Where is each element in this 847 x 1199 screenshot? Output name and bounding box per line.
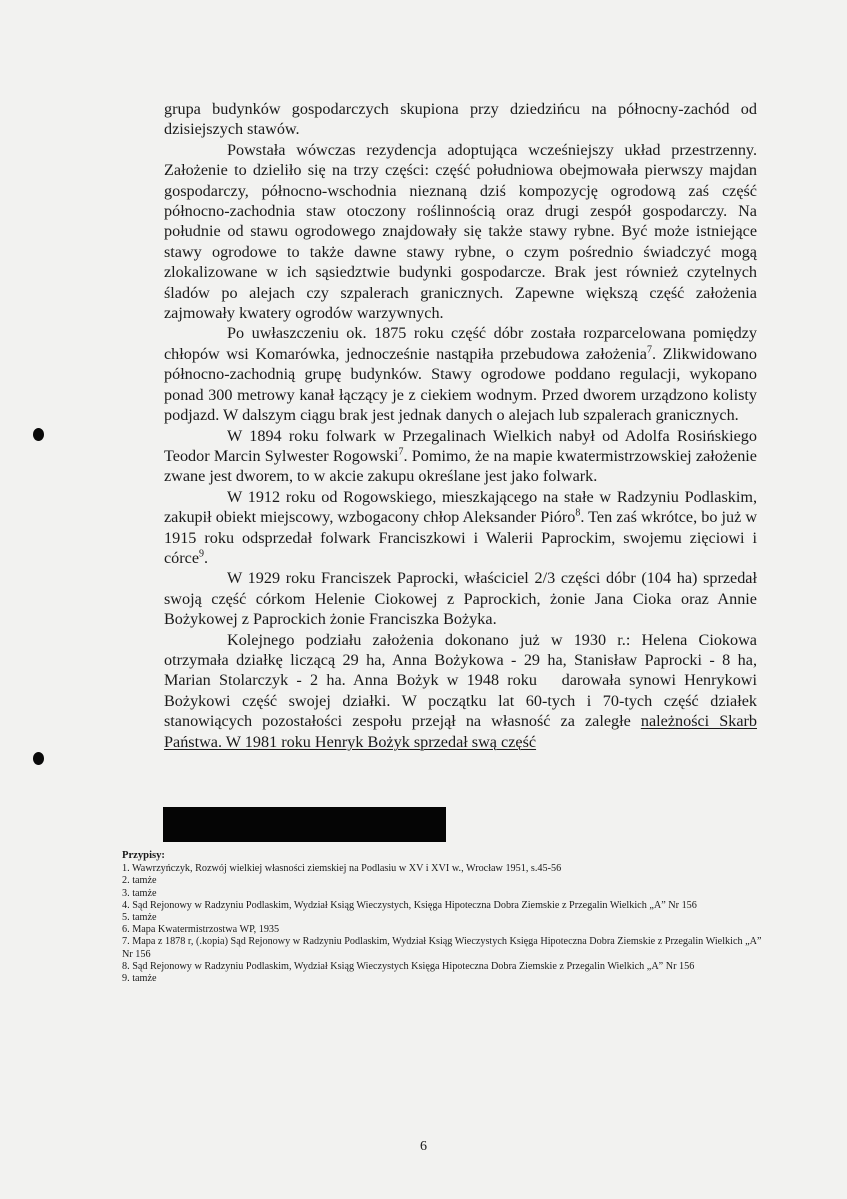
main-body-text [164, 99, 757, 752]
footnote-item: 3. tamże [122, 887, 157, 899]
binder-hole-mark-top [33, 428, 44, 441]
body-paragraph: Po uwłaszczeniu ok. 1875 roku część dóbr została rozparcelowana pomiędzy chłopów wsi Komarówka, jednocześnie nastąpiła przebudowa założenia$^7$. Zlikwidowano północno-zachodnią grupę budynków. Stawy ogrodowe poddano regulacji, wykopano ponad 300 metrowy kanał łączący je z ciekiem wodnym. Przed dworem urządzono kolisty podjazd. W dalszym ciągu brak jest jednak danych o alejach lub szpalerach granicznych. [164, 324, 757, 425]
footnote-item: 4. Sąd Rejonowy w Radzyniu Podlaskim, Wydział Ksiąg Wieczystych, Księga Hipoteczna Dobra Ziemskie z Przegalin Wielkich „A” Nr 156 [122, 899, 697, 911]
redaction-block [163, 807, 446, 842]
footnote-item: 5. tamże [122, 912, 157, 924]
footnotes-section [122, 850, 762, 985]
footnotes-list [122, 863, 762, 985]
footnotes-title: Przypisy: [122, 850, 165, 861]
body-paragraph: W 1912 roku od Rogowskiego, mieszkającego na stałe w Radzyniu Podlaskim, zakupił obiekt miejscowy, wzbogacony chłop Aleksander Pióro$^8$. Ten zaś wkrótce, bo już w 1915 roku odsprzedał folwark Franciszkowi i Walerii Paprockim, swojemu zięciowi i córce$^9$. [164, 487, 758, 567]
footnote-item: 2. tamże [122, 875, 157, 887]
footnote-item: 9. tamże [122, 973, 157, 985]
footnote-item: 8. Sąd Rejonowy w Radzyniu Podlaskim, Wydział Ksiąg Wieczystych Księga Hipoteczna Dobra Ziemskie z Przegalin Wielkich „A” Nr 156 [122, 960, 695, 972]
body-paragraph: W 1929 roku Franciszek Paprocki, właściciel 2/3 części dóbr (104 ha) sprzedał swoją część córkom Helenie Ciokowej z Paprockich, żonie Jana Cioka oraz Annie Bożykowej z Paprockich żonie Franciszka Bożyka. [164, 569, 757, 629]
body-paragraph: Powstała wówczas rezydencja adoptująca wcześniejszy układ przestrzenny. Założenie to dzieliło się na trzy części: część południowa obejmowała pierwszy majdan gospodarczy, północno-wschodnia nieznaną dziś kompozycję ogrodową zaś część północno-zachodnia staw otoczony roślinnością oraz drugi zespół gospodarczy. Na południe od stawu ogrodowego znajdowały się także stawy rybne. Być może istniejące stawy ogrodowe to także dawne stawy rybne, o czym pośrednio świadczyć mogą zlokalizowane w ich sąsiedztwie budynki gospodarcze. Brak jest również czytelnych śladów po alejach czy szpalerach granicznych. Zapewne większą część założenia zajmowały kwatery ogrodów warzywnych. [164, 140, 757, 323]
footnote-item: 7. Mapa z 1878 r, (.kopia) Sąd Rejonowy w Radzyniu Podlaskim, Wydział Ksiąg Wieczystych Księga Hipoteczna Dobra Ziemskie z Przegalin Wielkich „A” Nr 156 [122, 936, 762, 960]
body-paragraph: grupa budynków gospodarczych skupiona przy dziedzińcu na północny-zachód od dzisiejszych stawów. [164, 100, 757, 139]
body-paragraph: Kolejnego podziału założenia dokonano już w 1930 r.: Helena Ciokowa otrzymała działkę liczącą 29 ha, Anna Bożykowa - 29 ha, Stanisław Paprocki - 8 ha, Marian Stolarczyk - 2 ha. Anna Bożyk w 1948 roku darowała synowi Henrykowi Bożykowi część swojej działki. W początku lat 60-tych i 70-tych część działek stanowiących pozostałości zespołu przejął na własność za zaległe należności Skarb Państwa. W 1981 roku Henryk Bożyk sprzedał swą część [164, 630, 757, 751]
binder-hole-mark-bottom [33, 752, 44, 765]
page-number: 6 [420, 1139, 427, 1154]
footnote-item: 6. Mapa Kwatermistrzostwa WP, 1935 [122, 924, 280, 936]
footnote-item: 1. Wawrzyńczyk, Rozwój wielkiej własności ziemskiej na Podlasiu w XV i XVI w., Wrocław 1951, s.45-56 [122, 863, 562, 875]
body-paragraph: W 1894 roku folwark w Przegalinach Wielkich nabył od Adolfa Rosińskiego Teodor Marcin Sylwester Rogowski$^7$. Pomimo, że na mapie kwatermistrzowskiej założenie zwane jest dworem, to w akcie zakupu określane jest jako folwark. [164, 426, 757, 486]
